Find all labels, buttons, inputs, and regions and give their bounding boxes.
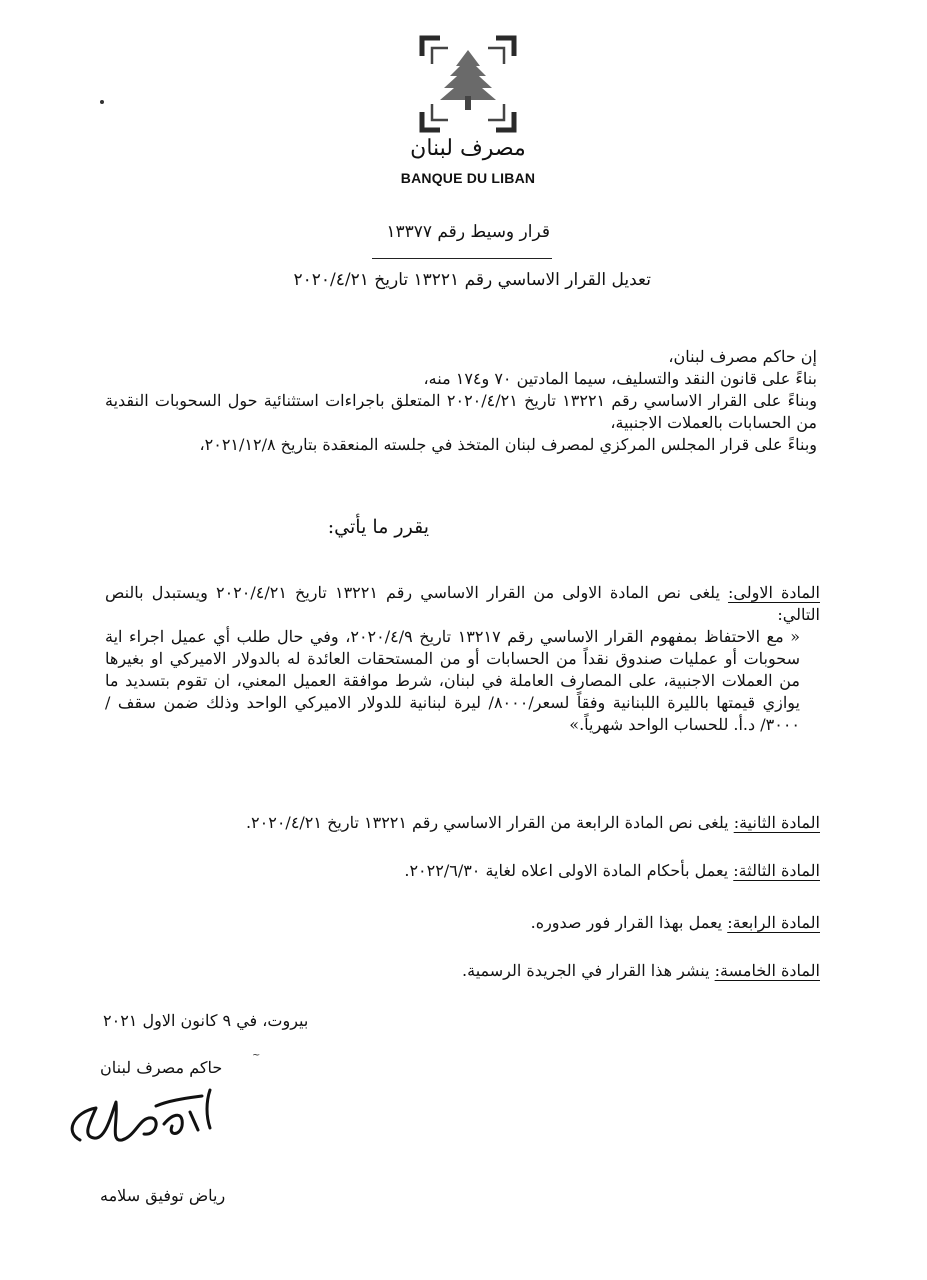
article-label: المادة الاولى: (728, 583, 820, 602)
signer-name: رياض توفيق سلامه (100, 1186, 226, 1205)
bank-name-french: BANQUE DU LIBAN (400, 170, 536, 186)
article-text: يلغى نص المادة الاولى من القرار الاساسي رقم ١٣٢٢١ تاريخ ٢٠٢٠/٤/٢١ ويستبدل بالنص التالي: (105, 583, 820, 624)
article-fourth (105, 912, 820, 934)
preamble-line: إن حاكم مصرف لبنان، (668, 347, 817, 366)
article-label: المادة الثانية: (733, 813, 820, 832)
article-text: يلغى نص المادة الرابعة من القرار الاساسي رقم ١٣٢٢١ تاريخ ٢٠٢٠/٤/٢١. (245, 813, 729, 832)
article-third (105, 860, 820, 882)
article-first (105, 582, 820, 736)
decision-subject: تعديل القرار الاساسي رقم ١٣٢٢١ تاريخ ٢٠٢٠/٤/٢١ (293, 270, 651, 290)
article-label: المادة الخامسة: (714, 961, 820, 980)
preamble-line: وبناءً على قرار المجلس المركزي لمصرف لبنان المتخذ في جلسته المنعقدة بتاريخ ٢٠٢١/١٢/٨، (199, 435, 817, 454)
scan-speck (100, 100, 104, 104)
article-text: يعمل بهذا القرار فور صدوره. (530, 913, 723, 932)
article-text: ينشر هذا القرار في الجريدة الرسمية. (462, 961, 710, 980)
article-label: المادة الرابعة: (727, 913, 820, 932)
title-underline (372, 258, 552, 259)
article-fifth (105, 960, 820, 982)
preamble (105, 346, 817, 456)
handwritten-mark-icon: ~ (252, 1050, 261, 1061)
bank-name-arabic: مصرف لبنان (410, 136, 526, 161)
article-second (105, 812, 820, 834)
preamble-line: بناءً على قانون النقد والتسليف، سيما المادتين ٧٠ و١٧٤ منه، (423, 369, 817, 388)
place-and-date: بيروت، في ٩ كانون الاول ٢٠٢١ (103, 1011, 309, 1030)
article-quote: « مع الاحتفاظ بمفهوم القرار الاساسي رقم ١٣٢١٧ تاريخ ٢٠٢٠/٤/٩، وفي حال طلب أي عميل اجراء اية سحوبات أو عمليات صندوق نقداً من الحسابات أو من المستحقات العائدة له بالدولار الاميركي او بغيرها من العملات الاجنبية، على المصارف العاملة في لبنان، شرط موافقة العميل المعني، ان تقوم بتسديد ما يوازي قيمتها بالليرة اللبنانية وفقاً لسعر/٨٠٠٠/ ليرة لبنانية للدولار الاميركي الواحد وذلك ضمن سقف /٣٠٠٠/ د.أ. للحساب الواحد شهرياً.» (105, 627, 801, 734)
decision-number: قرار وسيط رقم ١٣٣٧٧ (386, 222, 550, 242)
governor-title: حاكم مصرف لبنان (100, 1058, 223, 1077)
article-label: المادة الثالثة: (733, 861, 820, 880)
handwritten-signature-icon (60, 1082, 230, 1162)
decides-heading: يقرر ما يأتي: (327, 516, 429, 538)
article-text: يعمل بأحكام المادة الاولى اعلاه لغاية ٢٠٢٢/٦/٣٠. (404, 861, 729, 880)
cedar-logo-icon (418, 34, 518, 134)
preamble-line: وبناءً على القرار الاساسي رقم ١٣٢٢١ تاريخ ٢٠٢٠/٤/٢١ المتعلق باجراءات استثنائية حول السحوبات النقدية من الحسابات بالعملات الاجنبية، (105, 391, 818, 432)
